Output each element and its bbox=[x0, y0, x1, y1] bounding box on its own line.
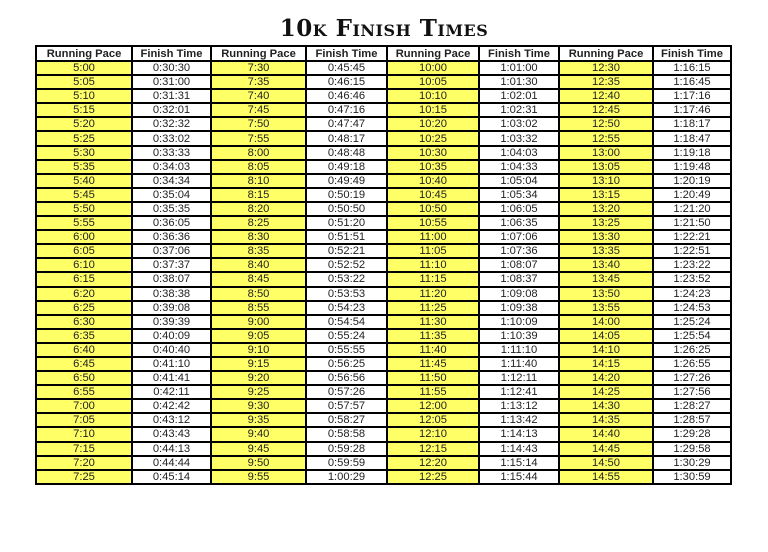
table-row bbox=[36, 287, 731, 301]
finish-time-cell: 0:34:34 bbox=[132, 174, 211, 188]
finish-time-cell: 0:58:58 bbox=[306, 427, 387, 441]
finish-time-cell: 1:03:32 bbox=[479, 131, 559, 145]
finish-time-cell: 1:25:24 bbox=[653, 315, 731, 329]
running-pace-cell: 14:05 bbox=[559, 329, 653, 343]
running-pace-cell: 7:20 bbox=[36, 456, 132, 470]
table-row bbox=[36, 343, 731, 357]
table-row bbox=[36, 117, 731, 131]
finish-time-cell: 1:07:36 bbox=[479, 244, 559, 258]
finish-time-cell: 0:45:14 bbox=[132, 470, 211, 484]
running-pace-cell: 9:55 bbox=[211, 470, 306, 484]
running-pace-cell: 9:10 bbox=[211, 343, 306, 357]
page-title: 10k Finish Times bbox=[279, 15, 489, 42]
running-pace-cell: 13:50 bbox=[559, 287, 653, 301]
running-pace-cell: 8:25 bbox=[211, 216, 306, 230]
running-pace-cell: 10:35 bbox=[387, 160, 479, 174]
finish-time-cell: 1:28:57 bbox=[653, 413, 731, 427]
running-pace-cell: 5:00 bbox=[36, 61, 132, 75]
running-pace-cell: 12:45 bbox=[559, 103, 653, 117]
running-pace-cell: 13:00 bbox=[559, 146, 653, 160]
finish-time-cell: 0:34:03 bbox=[132, 160, 211, 174]
finish-time-cell: 1:27:26 bbox=[653, 371, 731, 385]
finish-time-cell: 1:24:53 bbox=[653, 301, 731, 315]
table-row bbox=[36, 272, 731, 286]
finish-time-cell: 0:52:52 bbox=[306, 258, 387, 272]
running-pace-cell: 8:35 bbox=[211, 244, 306, 258]
finish-time-cell: 1:21:20 bbox=[653, 202, 731, 216]
running-pace-cell: 11:20 bbox=[387, 287, 479, 301]
table-row bbox=[36, 89, 731, 103]
running-pace-cell: 6:50 bbox=[36, 371, 132, 385]
running-pace-cell: 7:05 bbox=[36, 413, 132, 427]
finish-time-cell: 0:32:32 bbox=[132, 117, 211, 131]
finish-time-cell: 0:33:02 bbox=[132, 131, 211, 145]
finish-time-cell: 1:20:19 bbox=[653, 174, 731, 188]
running-pace-cell: 14:50 bbox=[559, 456, 653, 470]
finish-time-cell: 1:00:29 bbox=[306, 470, 387, 484]
running-pace-cell: 8:55 bbox=[211, 301, 306, 315]
finish-time-cell: 1:10:09 bbox=[479, 315, 559, 329]
finish-time-cell: 1:25:54 bbox=[653, 329, 731, 343]
running-pace-cell: 7:15 bbox=[36, 442, 132, 456]
finish-time-cell: 0:39:39 bbox=[132, 315, 211, 329]
running-pace-cell: 6:10 bbox=[36, 258, 132, 272]
running-pace-cell: 9:40 bbox=[211, 427, 306, 441]
finish-time-cell: 0:55:24 bbox=[306, 329, 387, 343]
table-row bbox=[36, 301, 731, 315]
finish-time-cell: 0:56:25 bbox=[306, 357, 387, 371]
finish-time-cell: 1:03:02 bbox=[479, 117, 559, 131]
running-pace-cell: 6:15 bbox=[36, 272, 132, 286]
running-pace-cell: 8:45 bbox=[211, 272, 306, 286]
finish-time-cell: 0:35:04 bbox=[132, 188, 211, 202]
running-pace-cell: 9:00 bbox=[211, 315, 306, 329]
finish-time-cell: 1:11:40 bbox=[479, 357, 559, 371]
running-pace-cell: 12:05 bbox=[387, 413, 479, 427]
finish-time-cell: 1:19:18 bbox=[653, 146, 731, 160]
finish-time-cell: 0:49:49 bbox=[306, 174, 387, 188]
finish-time-cell: 1:27:56 bbox=[653, 385, 731, 399]
finish-time-cell: 1:10:39 bbox=[479, 329, 559, 343]
running-pace-cell: 5:15 bbox=[36, 103, 132, 117]
running-pace-cell: 12:40 bbox=[559, 89, 653, 103]
running-pace-cell: 10:10 bbox=[387, 89, 479, 103]
finish-time-cell: 0:50:50 bbox=[306, 202, 387, 216]
header-running-pace: Running Pace bbox=[36, 46, 132, 61]
finish-time-cell: 1:05:34 bbox=[479, 188, 559, 202]
table-row bbox=[36, 357, 731, 371]
running-pace-cell: 7:35 bbox=[211, 75, 306, 89]
running-pace-cell: 14:55 bbox=[559, 470, 653, 484]
finish-time-cell: 0:46:46 bbox=[306, 89, 387, 103]
finish-time-cell: 0:48:48 bbox=[306, 146, 387, 160]
finish-time-cell: 0:44:44 bbox=[132, 456, 211, 470]
header-running-pace: Running Pace bbox=[211, 46, 306, 61]
header-row bbox=[36, 46, 731, 61]
table-row bbox=[36, 174, 731, 188]
running-pace-cell: 13:30 bbox=[559, 230, 653, 244]
finish-time-cell: 0:41:10 bbox=[132, 357, 211, 371]
running-pace-cell: 9:05 bbox=[211, 329, 306, 343]
running-pace-cell: 10:00 bbox=[387, 61, 479, 75]
running-pace-cell: 9:45 bbox=[211, 442, 306, 456]
finish-time-cell: 1:14:13 bbox=[479, 427, 559, 441]
table-row bbox=[36, 75, 731, 89]
running-pace-cell: 12:25 bbox=[387, 470, 479, 484]
finish-time-cell: 1:02:31 bbox=[479, 103, 559, 117]
running-pace-cell: 10:25 bbox=[387, 131, 479, 145]
running-pace-cell: 9:30 bbox=[211, 399, 306, 413]
running-pace-cell: 14:00 bbox=[559, 315, 653, 329]
table-row bbox=[36, 413, 731, 427]
running-pace-cell: 8:05 bbox=[211, 160, 306, 174]
running-pace-cell: 12:10 bbox=[387, 427, 479, 441]
finish-time-cell: 1:14:43 bbox=[479, 442, 559, 456]
table-row bbox=[36, 385, 731, 399]
finish-time-cell: 0:40:40 bbox=[132, 343, 211, 357]
running-pace-cell: 7:40 bbox=[211, 89, 306, 103]
finish-time-cell: 1:19:48 bbox=[653, 160, 731, 174]
running-pace-cell: 13:20 bbox=[559, 202, 653, 216]
running-pace-cell: 8:15 bbox=[211, 188, 306, 202]
table-row bbox=[36, 258, 731, 272]
finish-time-cell: 0:40:09 bbox=[132, 329, 211, 343]
finish-time-cell: 0:37:37 bbox=[132, 258, 211, 272]
running-pace-cell: 14:20 bbox=[559, 371, 653, 385]
running-pace-cell: 11:05 bbox=[387, 244, 479, 258]
finish-time-cell: 0:53:22 bbox=[306, 272, 387, 286]
running-pace-cell: 5:45 bbox=[36, 188, 132, 202]
finish-time-cell: 1:01:00 bbox=[479, 61, 559, 75]
running-pace-cell: 13:25 bbox=[559, 216, 653, 230]
finish-time-cell: 0:38:38 bbox=[132, 287, 211, 301]
table-row bbox=[36, 202, 731, 216]
finish-time-cell: 1:16:45 bbox=[653, 75, 731, 89]
running-pace-cell: 9:20 bbox=[211, 371, 306, 385]
running-pace-cell: 7:45 bbox=[211, 103, 306, 117]
finish-times-table bbox=[35, 45, 732, 485]
running-pace-cell: 14:45 bbox=[559, 442, 653, 456]
finish-time-cell: 1:13:42 bbox=[479, 413, 559, 427]
running-pace-cell: 5:05 bbox=[36, 75, 132, 89]
header-finish-time: Finish Time bbox=[132, 46, 211, 61]
running-pace-cell: 11:10 bbox=[387, 258, 479, 272]
running-pace-cell: 8:30 bbox=[211, 230, 306, 244]
running-pace-cell: 11:30 bbox=[387, 315, 479, 329]
finish-time-cell: 1:23:52 bbox=[653, 272, 731, 286]
running-pace-cell: 6:55 bbox=[36, 385, 132, 399]
finish-time-cell: 0:58:27 bbox=[306, 413, 387, 427]
table-row bbox=[36, 61, 731, 75]
running-pace-cell: 7:50 bbox=[211, 117, 306, 131]
running-pace-cell: 9:25 bbox=[211, 385, 306, 399]
finish-time-cell: 0:45:45 bbox=[306, 61, 387, 75]
running-pace-cell: 10:05 bbox=[387, 75, 479, 89]
header-finish-time: Finish Time bbox=[479, 46, 559, 61]
running-pace-cell: 13:55 bbox=[559, 301, 653, 315]
finish-time-cell: 1:21:50 bbox=[653, 216, 731, 230]
running-pace-cell: 7:55 bbox=[211, 131, 306, 145]
finish-time-cell: 1:05:04 bbox=[479, 174, 559, 188]
finish-time-cell: 0:47:47 bbox=[306, 117, 387, 131]
finish-time-cell: 1:20:49 bbox=[653, 188, 731, 202]
running-pace-cell: 6:35 bbox=[36, 329, 132, 343]
finish-time-cell: 1:28:27 bbox=[653, 399, 731, 413]
running-pace-cell: 10:30 bbox=[387, 146, 479, 160]
running-pace-cell: 10:50 bbox=[387, 202, 479, 216]
finish-time-cell: 1:08:37 bbox=[479, 272, 559, 286]
finish-time-cell: 1:06:35 bbox=[479, 216, 559, 230]
finish-time-cell: 0:48:17 bbox=[306, 131, 387, 145]
table-row bbox=[36, 160, 731, 174]
header-running-pace: Running Pace bbox=[559, 46, 653, 61]
finish-time-cell: 0:41:41 bbox=[132, 371, 211, 385]
running-pace-cell: 12:50 bbox=[559, 117, 653, 131]
finish-time-cell: 0:32:01 bbox=[132, 103, 211, 117]
finish-time-cell: 1:17:16 bbox=[653, 89, 731, 103]
finish-time-cell: 1:16:15 bbox=[653, 61, 731, 75]
finish-time-cell: 1:26:25 bbox=[653, 343, 731, 357]
finish-time-cell: 0:53:53 bbox=[306, 287, 387, 301]
running-pace-cell: 5:55 bbox=[36, 216, 132, 230]
table-row bbox=[36, 470, 731, 484]
finish-time-cell: 1:04:03 bbox=[479, 146, 559, 160]
finish-time-cell: 0:55:55 bbox=[306, 343, 387, 357]
table-row bbox=[36, 188, 731, 202]
finish-time-cell: 0:46:15 bbox=[306, 75, 387, 89]
running-pace-cell: 5:50 bbox=[36, 202, 132, 216]
running-pace-cell: 6:30 bbox=[36, 315, 132, 329]
finish-time-cell: 0:39:08 bbox=[132, 301, 211, 315]
running-pace-cell: 6:25 bbox=[36, 301, 132, 315]
finish-time-cell: 1:12:11 bbox=[479, 371, 559, 385]
finish-time-cell: 1:29:58 bbox=[653, 442, 731, 456]
running-pace-cell: 5:35 bbox=[36, 160, 132, 174]
table-row bbox=[36, 131, 731, 145]
running-pace-cell: 10:45 bbox=[387, 188, 479, 202]
finish-time-cell: 0:50:19 bbox=[306, 188, 387, 202]
running-pace-cell: 9:35 bbox=[211, 413, 306, 427]
finish-time-cell: 1:18:17 bbox=[653, 117, 731, 131]
finish-time-cell: 0:51:51 bbox=[306, 230, 387, 244]
running-pace-cell: 6:00 bbox=[36, 230, 132, 244]
running-pace-cell: 10:15 bbox=[387, 103, 479, 117]
finish-time-cell: 1:04:33 bbox=[479, 160, 559, 174]
finish-time-cell: 1:15:44 bbox=[479, 470, 559, 484]
finish-time-cell: 1:26:55 bbox=[653, 357, 731, 371]
running-pace-cell: 14:15 bbox=[559, 357, 653, 371]
finish-time-cell: 0:54:54 bbox=[306, 315, 387, 329]
finish-time-cell: 0:44:13 bbox=[132, 442, 211, 456]
running-pace-cell: 10:55 bbox=[387, 216, 479, 230]
running-pace-cell: 13:05 bbox=[559, 160, 653, 174]
running-pace-cell: 14:10 bbox=[559, 343, 653, 357]
finish-time-cell: 0:51:20 bbox=[306, 216, 387, 230]
running-pace-cell: 11:45 bbox=[387, 357, 479, 371]
running-pace-cell: 12:15 bbox=[387, 442, 479, 456]
running-pace-cell: 8:50 bbox=[211, 287, 306, 301]
finish-time-cell: 1:23:22 bbox=[653, 258, 731, 272]
running-pace-cell: 8:40 bbox=[211, 258, 306, 272]
running-pace-cell: 6:40 bbox=[36, 343, 132, 357]
running-pace-cell: 5:40 bbox=[36, 174, 132, 188]
finish-time-cell: 1:01:30 bbox=[479, 75, 559, 89]
finish-time-cell: 0:31:00 bbox=[132, 75, 211, 89]
finish-time-cell: 1:09:08 bbox=[479, 287, 559, 301]
table-row bbox=[36, 103, 731, 117]
table-row bbox=[36, 216, 731, 230]
running-pace-cell: 7:25 bbox=[36, 470, 132, 484]
finish-time-cell: 0:35:35 bbox=[132, 202, 211, 216]
finish-time-cell: 0:36:05 bbox=[132, 216, 211, 230]
finish-time-cell: 0:36:36 bbox=[132, 230, 211, 244]
running-pace-cell: 13:40 bbox=[559, 258, 653, 272]
running-pace-cell: 13:15 bbox=[559, 188, 653, 202]
running-pace-cell: 5:10 bbox=[36, 89, 132, 103]
finish-time-cell: 0:42:11 bbox=[132, 385, 211, 399]
running-pace-cell: 13:45 bbox=[559, 272, 653, 286]
finish-time-cell: 0:54:23 bbox=[306, 301, 387, 315]
running-pace-cell: 14:30 bbox=[559, 399, 653, 413]
table-row bbox=[36, 442, 731, 456]
finish-time-cell: 0:30:30 bbox=[132, 61, 211, 75]
table-row bbox=[36, 244, 731, 258]
finish-time-cell: 0:52:21 bbox=[306, 244, 387, 258]
running-pace-cell: 8:20 bbox=[211, 202, 306, 216]
running-pace-cell: 7:00 bbox=[36, 399, 132, 413]
running-pace-cell: 10:20 bbox=[387, 117, 479, 131]
running-pace-cell: 8:00 bbox=[211, 146, 306, 160]
finish-time-cell: 1:30:59 bbox=[653, 470, 731, 484]
running-pace-cell: 5:25 bbox=[36, 131, 132, 145]
running-pace-cell: 11:15 bbox=[387, 272, 479, 286]
finish-time-cell: 1:02:01 bbox=[479, 89, 559, 103]
finish-time-cell: 1:22:21 bbox=[653, 230, 731, 244]
table-row bbox=[36, 371, 731, 385]
running-pace-cell: 8:10 bbox=[211, 174, 306, 188]
header-finish-time: Finish Time bbox=[306, 46, 387, 61]
finish-time-cell: 1:17:46 bbox=[653, 103, 731, 117]
running-pace-cell: 12:00 bbox=[387, 399, 479, 413]
running-pace-cell: 11:00 bbox=[387, 230, 479, 244]
finish-time-cell: 1:22:51 bbox=[653, 244, 731, 258]
running-pace-cell: 13:35 bbox=[559, 244, 653, 258]
finish-time-cell: 0:57:26 bbox=[306, 385, 387, 399]
finish-time-cell: 1:09:38 bbox=[479, 301, 559, 315]
finish-time-cell: 1:24:23 bbox=[653, 287, 731, 301]
running-pace-cell: 12:30 bbox=[559, 61, 653, 75]
finish-time-cell: 1:15:14 bbox=[479, 456, 559, 470]
running-pace-cell: 9:15 bbox=[211, 357, 306, 371]
running-pace-cell: 14:35 bbox=[559, 413, 653, 427]
running-pace-cell: 14:25 bbox=[559, 385, 653, 399]
header-running-pace: Running Pace bbox=[387, 46, 479, 61]
running-pace-cell: 5:30 bbox=[36, 146, 132, 160]
table-row bbox=[36, 230, 731, 244]
finish-time-cell: 1:18:47 bbox=[653, 131, 731, 145]
running-pace-cell: 11:25 bbox=[387, 301, 479, 315]
finish-time-cell: 0:59:28 bbox=[306, 442, 387, 456]
finish-time-cell: 0:38:07 bbox=[132, 272, 211, 286]
finish-time-cell: 0:57:57 bbox=[306, 399, 387, 413]
running-pace-cell: 12:55 bbox=[559, 131, 653, 145]
running-pace-cell: 6:20 bbox=[36, 287, 132, 301]
running-pace-cell: 12:35 bbox=[559, 75, 653, 89]
header-finish-time: Finish Time bbox=[653, 46, 731, 61]
finish-time-cell: 0:56:56 bbox=[306, 371, 387, 385]
running-pace-cell: 11:55 bbox=[387, 385, 479, 399]
table-row bbox=[36, 399, 731, 413]
finish-time-cell: 0:49:18 bbox=[306, 160, 387, 174]
finish-time-cell: 0:43:12 bbox=[132, 413, 211, 427]
table-row bbox=[36, 329, 731, 343]
finish-time-cell: 1:08:07 bbox=[479, 258, 559, 272]
running-pace-cell: 5:20 bbox=[36, 117, 132, 131]
running-pace-cell: 7:30 bbox=[211, 61, 306, 75]
table-row bbox=[36, 456, 731, 470]
running-pace-cell: 11:35 bbox=[387, 329, 479, 343]
running-pace-cell: 13:10 bbox=[559, 174, 653, 188]
finish-time-cell: 0:59:59 bbox=[306, 456, 387, 470]
finish-time-cell: 1:06:05 bbox=[479, 202, 559, 216]
finish-time-cell: 1:12:41 bbox=[479, 385, 559, 399]
running-pace-cell: 12:20 bbox=[387, 456, 479, 470]
finish-time-cell: 1:29:28 bbox=[653, 427, 731, 441]
table-row bbox=[36, 427, 731, 441]
table-row bbox=[36, 315, 731, 329]
finish-time-cell: 1:13:12 bbox=[479, 399, 559, 413]
running-pace-cell: 14:40 bbox=[559, 427, 653, 441]
running-pace-cell: 11:40 bbox=[387, 343, 479, 357]
finish-time-cell: 1:07:06 bbox=[479, 230, 559, 244]
running-pace-cell: 7:10 bbox=[36, 427, 132, 441]
finish-time-cell: 1:11:10 bbox=[479, 343, 559, 357]
finish-time-cell: 0:33:33 bbox=[132, 146, 211, 160]
finish-time-cell: 0:31:31 bbox=[132, 89, 211, 103]
table-row bbox=[36, 146, 731, 160]
running-pace-cell: 9:50 bbox=[211, 456, 306, 470]
finish-time-cell: 0:43:43 bbox=[132, 427, 211, 441]
finish-time-cell: 1:30:29 bbox=[653, 456, 731, 470]
finish-time-cell: 0:42:42 bbox=[132, 399, 211, 413]
running-pace-cell: 11:50 bbox=[387, 371, 479, 385]
running-pace-cell: 6:05 bbox=[36, 244, 132, 258]
running-pace-cell: 10:40 bbox=[387, 174, 479, 188]
running-pace-cell: 6:45 bbox=[36, 357, 132, 371]
finish-time-cell: 0:37:06 bbox=[132, 244, 211, 258]
finish-time-cell: 0:47:16 bbox=[306, 103, 387, 117]
